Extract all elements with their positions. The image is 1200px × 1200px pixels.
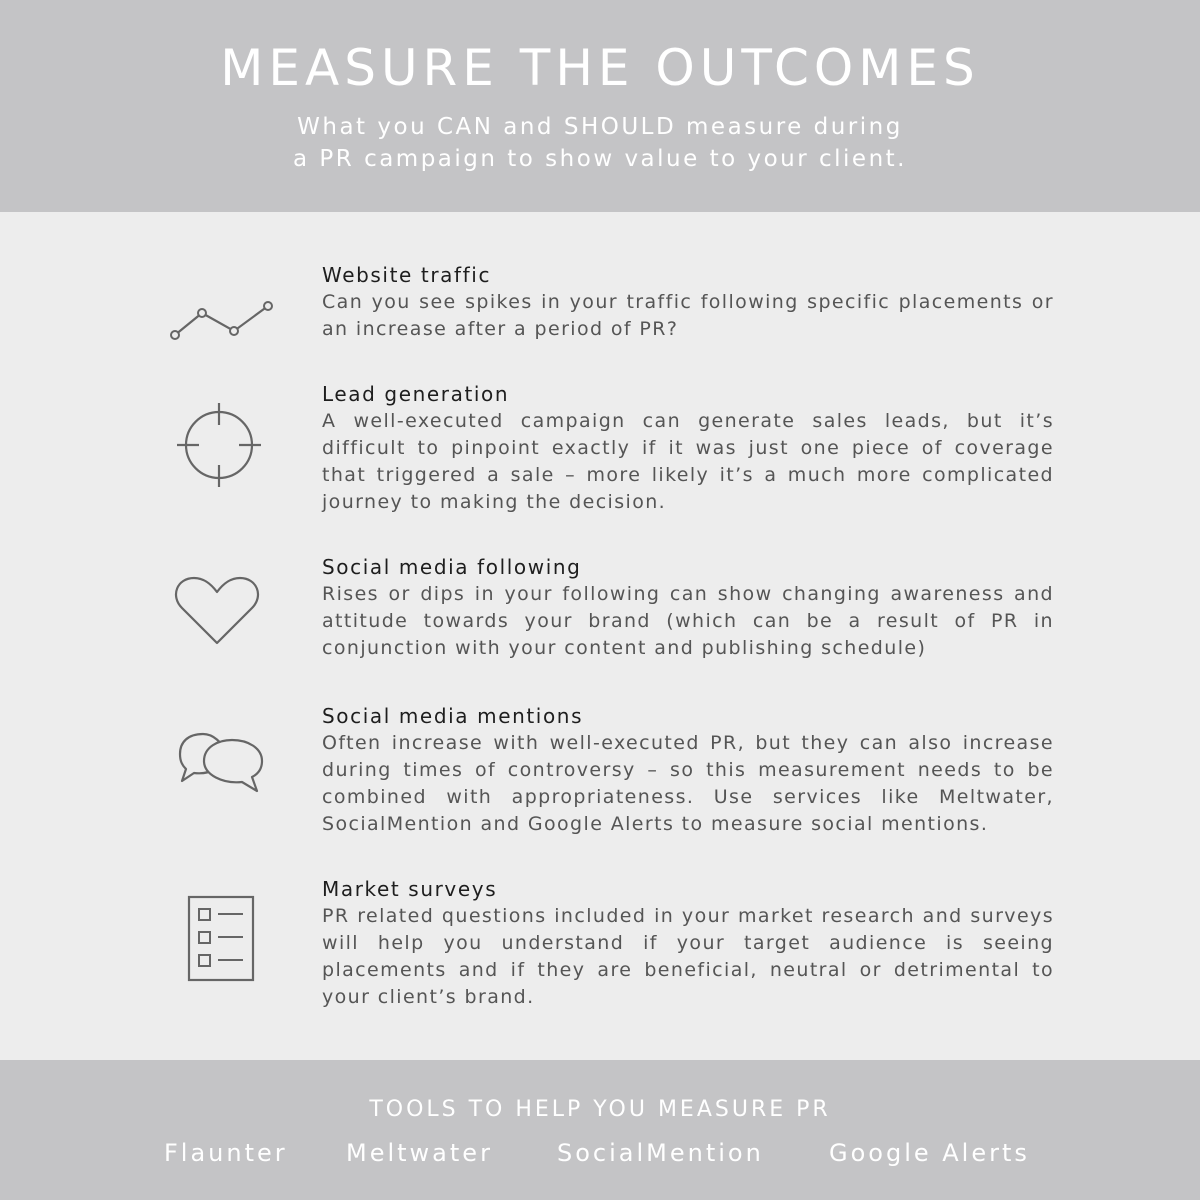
outcome-title: Market surveys bbox=[322, 877, 498, 901]
checklist-icon bbox=[160, 894, 280, 994]
outcome-description: Rises or dips in your following can show changing awareness and attitude towards your brand (which can be a result of PR in conjunction with your content and publishing schedule) bbox=[322, 583, 1054, 659]
outcome-text bbox=[322, 381, 1054, 516]
crosshair-target-icon bbox=[160, 401, 280, 501]
footer-banner bbox=[0, 1060, 1200, 1200]
subtitle-line-2: a PR campaign to show value to your client. bbox=[293, 146, 907, 172]
page-subtitle bbox=[0, 111, 1200, 175]
outcome-text bbox=[322, 554, 1054, 662]
outcome-title: Website traffic bbox=[322, 263, 492, 287]
outcome-text bbox=[322, 703, 1054, 838]
subtitle-line-1: What you CAN and SHOULD measure during bbox=[297, 114, 903, 140]
tool-google-alerts: Google Alerts bbox=[829, 1139, 1030, 1167]
outcome-title: Social media following bbox=[322, 555, 582, 579]
outcome-description: Can you see spikes in your traffic following specific placements or an increase after a period of PR? bbox=[322, 291, 1054, 340]
outcome-description: Often increase with well-executed PR, but they can also increase during times of controversy – so this measurement needs to be combined with appropriateness. Use services like Meltwater, SocialMention and Google Alerts to measure social mentions. bbox=[322, 732, 1054, 835]
speech-bubbles-icon bbox=[160, 729, 280, 829]
outcome-title: Social media mentions bbox=[322, 704, 584, 728]
outcome-text bbox=[322, 262, 1054, 343]
heart-icon bbox=[160, 570, 280, 670]
outcome-title: Lead generation bbox=[322, 382, 510, 406]
header-banner bbox=[0, 0, 1200, 212]
footer-title: TOOLS TO HELP YOU MEASURE PR bbox=[369, 1097, 831, 1122]
tool-meltwater: Meltwater bbox=[346, 1139, 493, 1167]
tools-list bbox=[0, 1138, 1200, 1170]
line-graph-icon bbox=[160, 280, 280, 380]
tool-socialmention: SocialMention bbox=[557, 1139, 764, 1167]
outcome-description: PR related questions included in your market research and surveys will help you understand if your target audience is seeing placements and if they are beneficial, neutral or detrimental to your client’s brand. bbox=[322, 905, 1054, 1008]
outcomes-list bbox=[0, 212, 1200, 1060]
page-title: MEASURE THE OUTCOMES bbox=[220, 39, 980, 97]
outcome-text bbox=[322, 876, 1054, 1011]
tool-flaunter: Flaunter bbox=[164, 1139, 288, 1167]
outcome-description: A well-executed campaign can generate sales leads, but it’s difficult to pinpoint exactly if it was just one piece of coverage that triggered a sale – more likely it’s a much more complicated journey to making the decision. bbox=[322, 410, 1054, 513]
